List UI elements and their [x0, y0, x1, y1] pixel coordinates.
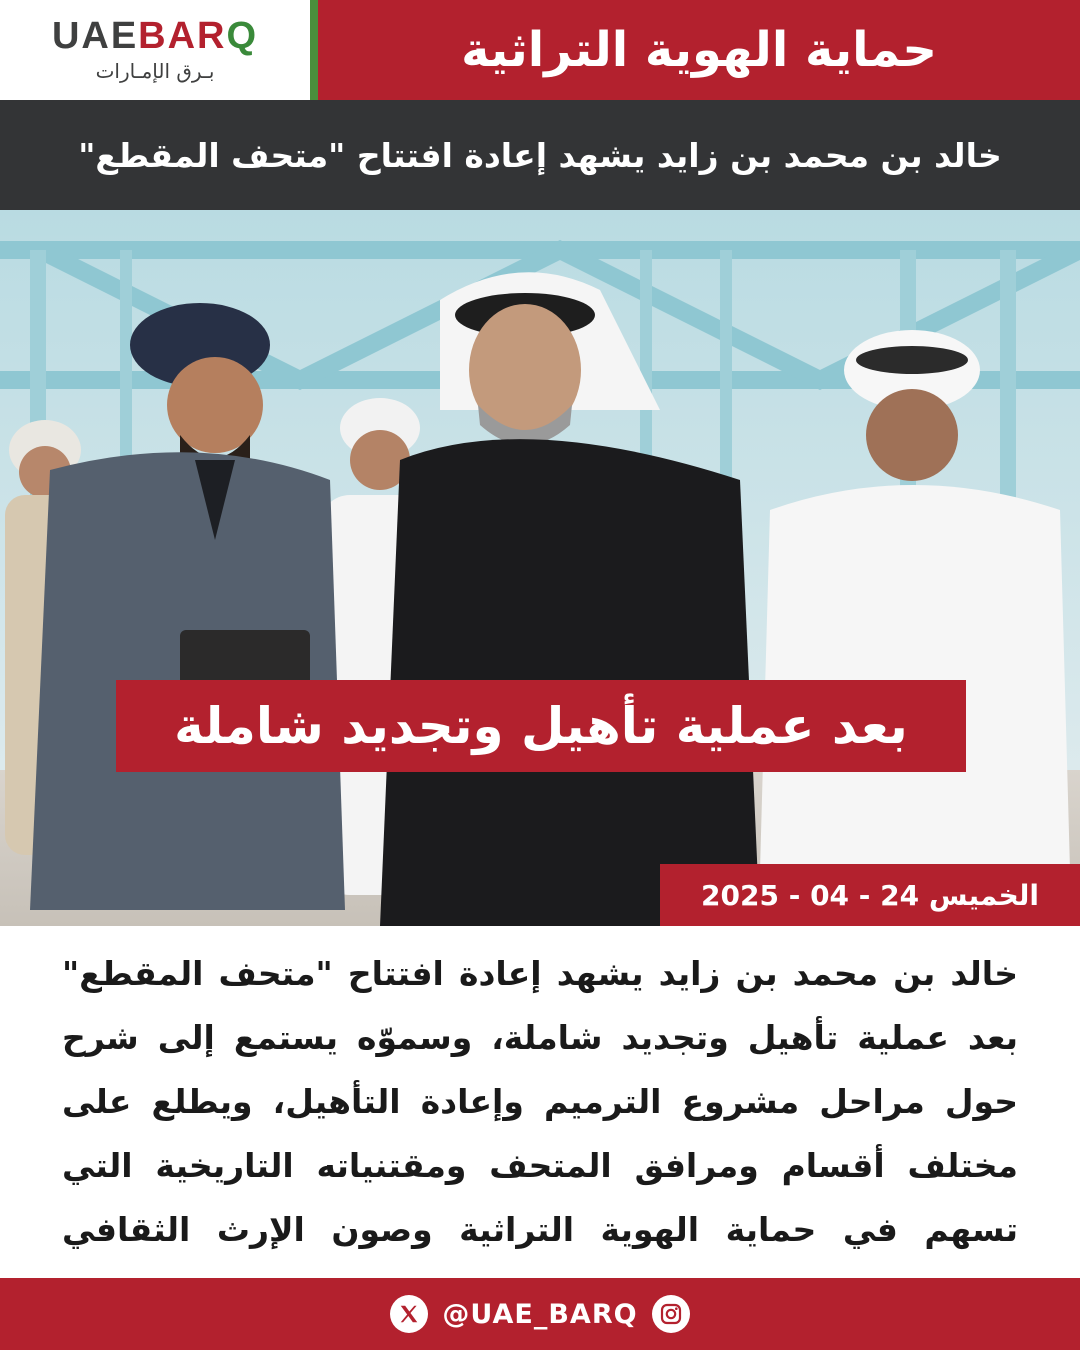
- instagram-icon[interactable]: [652, 1295, 690, 1333]
- headline-bar: [0, 100, 1080, 210]
- headline: خالد بن محمد بن زايد يشهد إعادة افتتاح "متحف المقطع": [78, 135, 1002, 175]
- x-logo-icon[interactable]: [390, 1295, 428, 1333]
- social-handle[interactable]: @UAE_BARQ: [442, 1298, 638, 1330]
- top-header: [0, 0, 1080, 100]
- logo-arabic-text: بـرق الإمـارات: [95, 59, 215, 83]
- photo-illustration: [0, 210, 1080, 926]
- green-divider: [310, 0, 318, 100]
- logo-bar-text: BAR: [138, 15, 227, 57]
- brand-logo[interactable]: [0, 0, 310, 100]
- social-footer: [0, 1278, 1080, 1350]
- logo-wordmark: [52, 17, 258, 55]
- article-body: خالد بن محمد بن زايد يشهد إعادة افتتاح "متحف المقطع" بعد عملية تأهيل وتجديد شاملة، وسموّه يستمع إلى شرح حول مراحل مشروع الترميم وإعادة التأهيل، ويطلع على مختلف أقسام ومرافق المتحف ومقتنياته التاريخية التي تسهم في حماية الهوية التراثية وصون الإرث الثقافي: [62, 954, 1018, 1249]
- news-photo: [0, 210, 1080, 926]
- overlay-caption: بعد عملية تأهيل وتجديد شاملة: [174, 697, 908, 755]
- category-banner: [318, 0, 1080, 100]
- publish-date: الخميس 24 - 04 - 2025: [701, 878, 1039, 912]
- date-badge: [660, 864, 1080, 926]
- logo-q-text: Q: [226, 15, 259, 57]
- logo-uae-text: UAE: [51, 15, 139, 57]
- category-title: حماية الهوية التراثية: [461, 22, 937, 78]
- overlay-caption-banner: [116, 680, 966, 772]
